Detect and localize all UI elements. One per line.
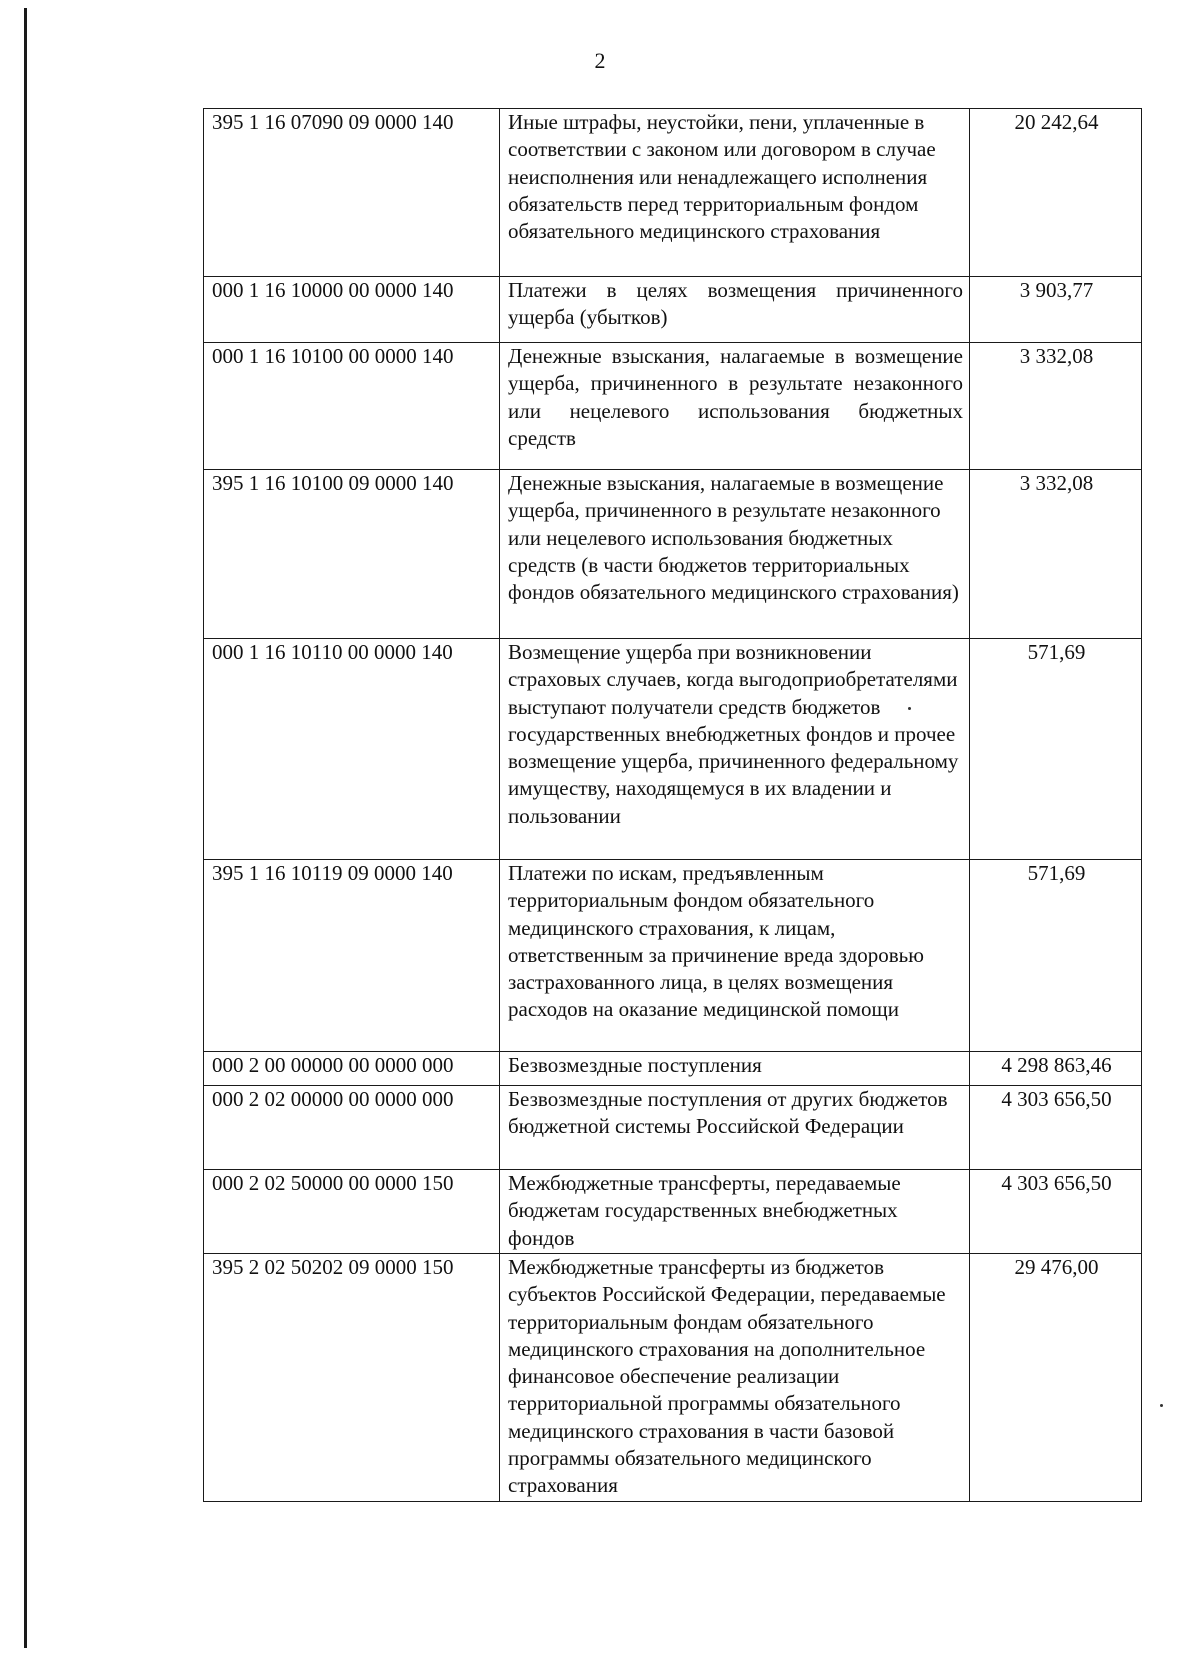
scan-speck [1160, 1404, 1163, 1407]
table-row [204, 277, 1142, 343]
row-sum: 4 303 656,50 [970, 1170, 1142, 1254]
row-code: 395 1 16 07090 09 0000 140 [204, 109, 500, 277]
row-name: Возмещение ущерба при возникновении страховых случаев, когда выгодоприобретателями выступают получатели средств бюджетов государственных внебюджетных фондов и прочее возмещение ущерба, причиненного федеральному имуществу, находящемуся в их владении и пользовании [500, 639, 970, 860]
row-sum: 4 298 863,46 [970, 1052, 1142, 1086]
row-code: 000 1 16 10000 00 0000 140 [204, 277, 500, 343]
table-row [204, 470, 1142, 639]
row-code: 395 1 16 10119 09 0000 140 [204, 860, 500, 1052]
row-code: 395 2 02 50202 09 0000 150 [204, 1254, 500, 1502]
revenue-table [203, 108, 1142, 1502]
row-sum: 3 332,08 [970, 470, 1142, 639]
row-code: 000 2 02 00000 00 0000 000 [204, 1086, 500, 1170]
row-name: Безвозмездные поступления [500, 1052, 970, 1086]
page-number: 2 [594, 48, 606, 73]
row-sum: 29 476,00 [970, 1254, 1142, 1502]
row-sum: 4 303 656,50 [970, 1086, 1142, 1170]
row-sum: 571,69 [970, 860, 1142, 1052]
row-name: Денежные взыскания, налагаемые в возмещение ущерба, причиненного в результате незаконного или нецелевого использования бюджетных средств (в части бюджетов территориальных фондов обязательного медицинского страхования) [500, 470, 970, 639]
table-row [204, 639, 1142, 860]
table-row [204, 1254, 1142, 1502]
row-name: Платежи по искам, предъявленным территориальным фондом обязательного медицинского страхования, к лицам, ответственным за причинение вреда здоровью застрахованного лица, в целях возмещения расходов на оказание медицинской помощи [500, 860, 970, 1052]
row-name: Безвозмездные поступления от других бюджетов бюджетной системы Российской Федерации [500, 1086, 970, 1170]
table-row [204, 1052, 1142, 1086]
table-row [204, 1170, 1142, 1254]
scan-left-edge [24, 8, 27, 1648]
row-name: Денежные взыскания, налагаемые в возмещение ущерба, причиненного в результате незаконного или нецелевого использования бюджетных средств [500, 343, 970, 470]
row-name: Межбюджетные трансферты, передаваемые бюджетам государственных внебюджетных фондов [500, 1170, 970, 1254]
row-code: 000 1 16 10100 00 0000 140 [204, 343, 500, 470]
row-name: Платежи в целях возмещения причиненного ущерба (убытков) [500, 277, 970, 343]
row-name: Иные штрафы, неустойки, пени, уплаченные в соответствии с законом или договором в случае неисполнения или ненадлежащего исполнения обязательств перед территориальным фондом обязательного медицинского страхования [500, 109, 970, 277]
row-code: 000 2 02 50000 00 0000 150 [204, 1170, 500, 1254]
table-row [204, 343, 1142, 470]
row-sum: 20 242,64 [970, 109, 1142, 277]
row-code: 000 2 00 00000 00 0000 000 [204, 1052, 500, 1086]
table-row [204, 109, 1142, 277]
row-sum: 3 903,77 [970, 277, 1142, 343]
row-code: 000 1 16 10110 00 0000 140 [204, 639, 500, 860]
row-code: 395 1 16 10100 09 0000 140 [204, 470, 500, 639]
row-sum: 3 332,08 [970, 343, 1142, 470]
row-name: Межбюджетные трансферты из бюджетов субъектов Российской Федерации, передаваемые территориальным фондам обязательного медицинского страхования на дополнительное финансовое обеспечение реализации территориальной программы обязательного медицинского страхования в части базовой программы обязательного медицинского страхования [500, 1254, 970, 1502]
table-row [204, 1086, 1142, 1170]
table-row [204, 860, 1142, 1052]
row-sum: 571,69 [970, 639, 1142, 860]
